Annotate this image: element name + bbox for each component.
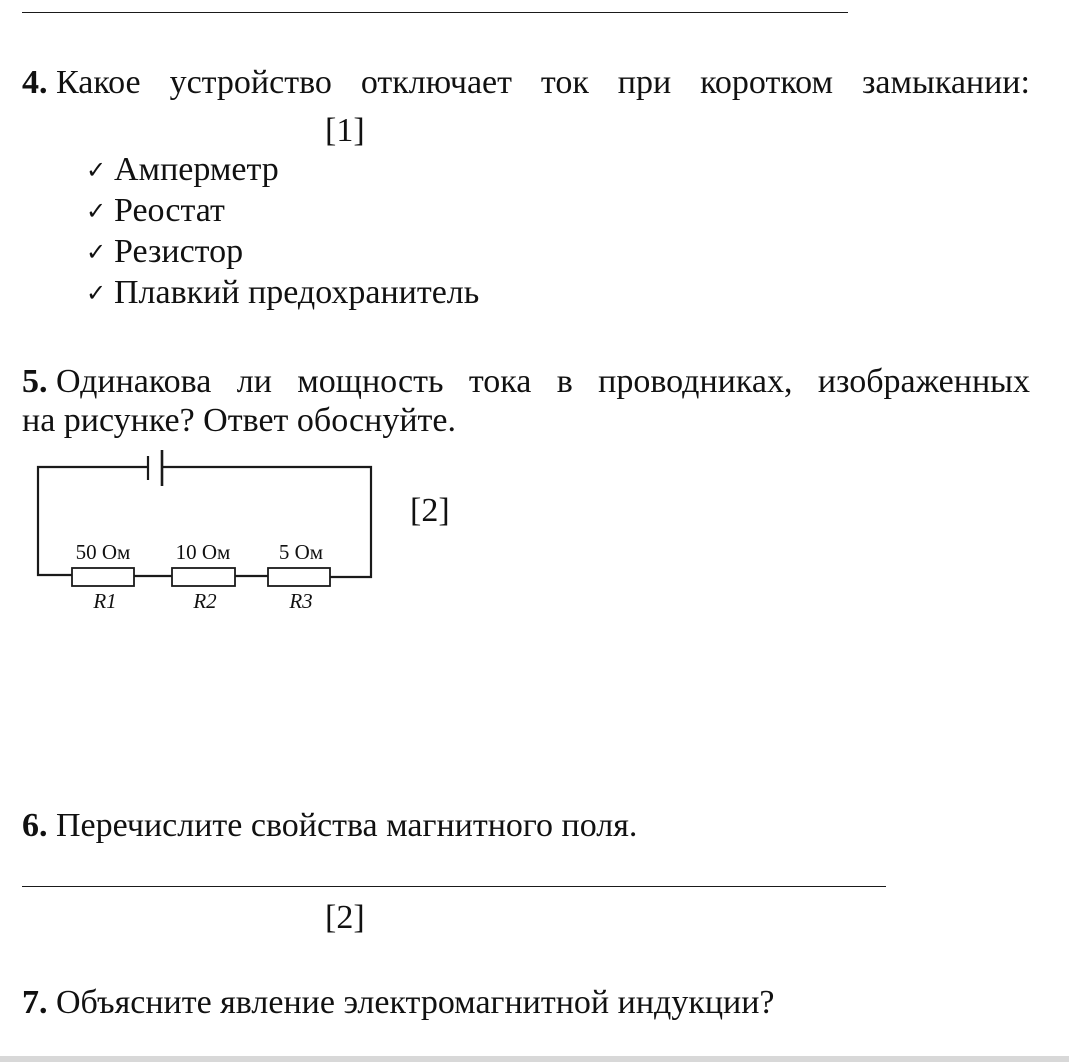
resistor-r3	[268, 568, 330, 586]
resistor-r1-label: R1	[93, 589, 117, 613]
resistor-r1	[72, 568, 134, 586]
question-5-points: [2]	[410, 492, 450, 529]
question-6-number: 6.	[22, 807, 48, 844]
resistor-r2-label: R2	[193, 589, 217, 613]
question-4-points: [1]	[325, 112, 365, 149]
page-bottom-edge	[0, 1056, 1069, 1062]
check-icon: ✓	[86, 279, 107, 307]
option-ammeter[interactable]: ✓ Амперметр	[86, 151, 279, 188]
question-7-text: 7. Объясните явление электромагнитной индукции?	[22, 984, 775, 1021]
option-fuse[interactable]: ✓ Плавкий предохранитель	[86, 274, 480, 311]
question-5-number: 5.	[22, 363, 48, 400]
question-4-number: 4.	[22, 64, 48, 101]
question-4-text: 4. Какое устройство отключает ток при коротком замыкании:	[22, 64, 1030, 101]
question-5-text-line1: 5. Одинакова ли мощность тока в проводниках, изображенных	[22, 363, 1030, 400]
question-7-number: 7.	[22, 984, 48, 1021]
resistor-r2	[172, 568, 235, 586]
answer-line-q6	[22, 886, 886, 887]
resistor-r1-value: 50 Ом	[75, 540, 131, 564]
circuit-diagram	[0, 450, 400, 620]
check-icon: ✓	[86, 156, 107, 184]
question-6-text: 6. Перечислите свойства магнитного поля.	[22, 807, 638, 844]
option-resistor[interactable]: ✓ Резистор	[86, 233, 244, 270]
option-rheostat[interactable]: ✓ Реостат	[86, 192, 225, 229]
check-icon: ✓	[86, 197, 107, 225]
resistor-r3-value: 5 Ом	[278, 540, 324, 564]
resistor-r2-value: 10 Ом	[175, 540, 231, 564]
check-icon: ✓	[86, 238, 107, 266]
question-5-text-line2: на рисунке? Ответ обоснуйте.	[22, 402, 456, 439]
answer-line-top	[22, 12, 848, 13]
question-6-points: [2]	[325, 899, 365, 936]
resistor-r3-label: R3	[289, 589, 313, 613]
